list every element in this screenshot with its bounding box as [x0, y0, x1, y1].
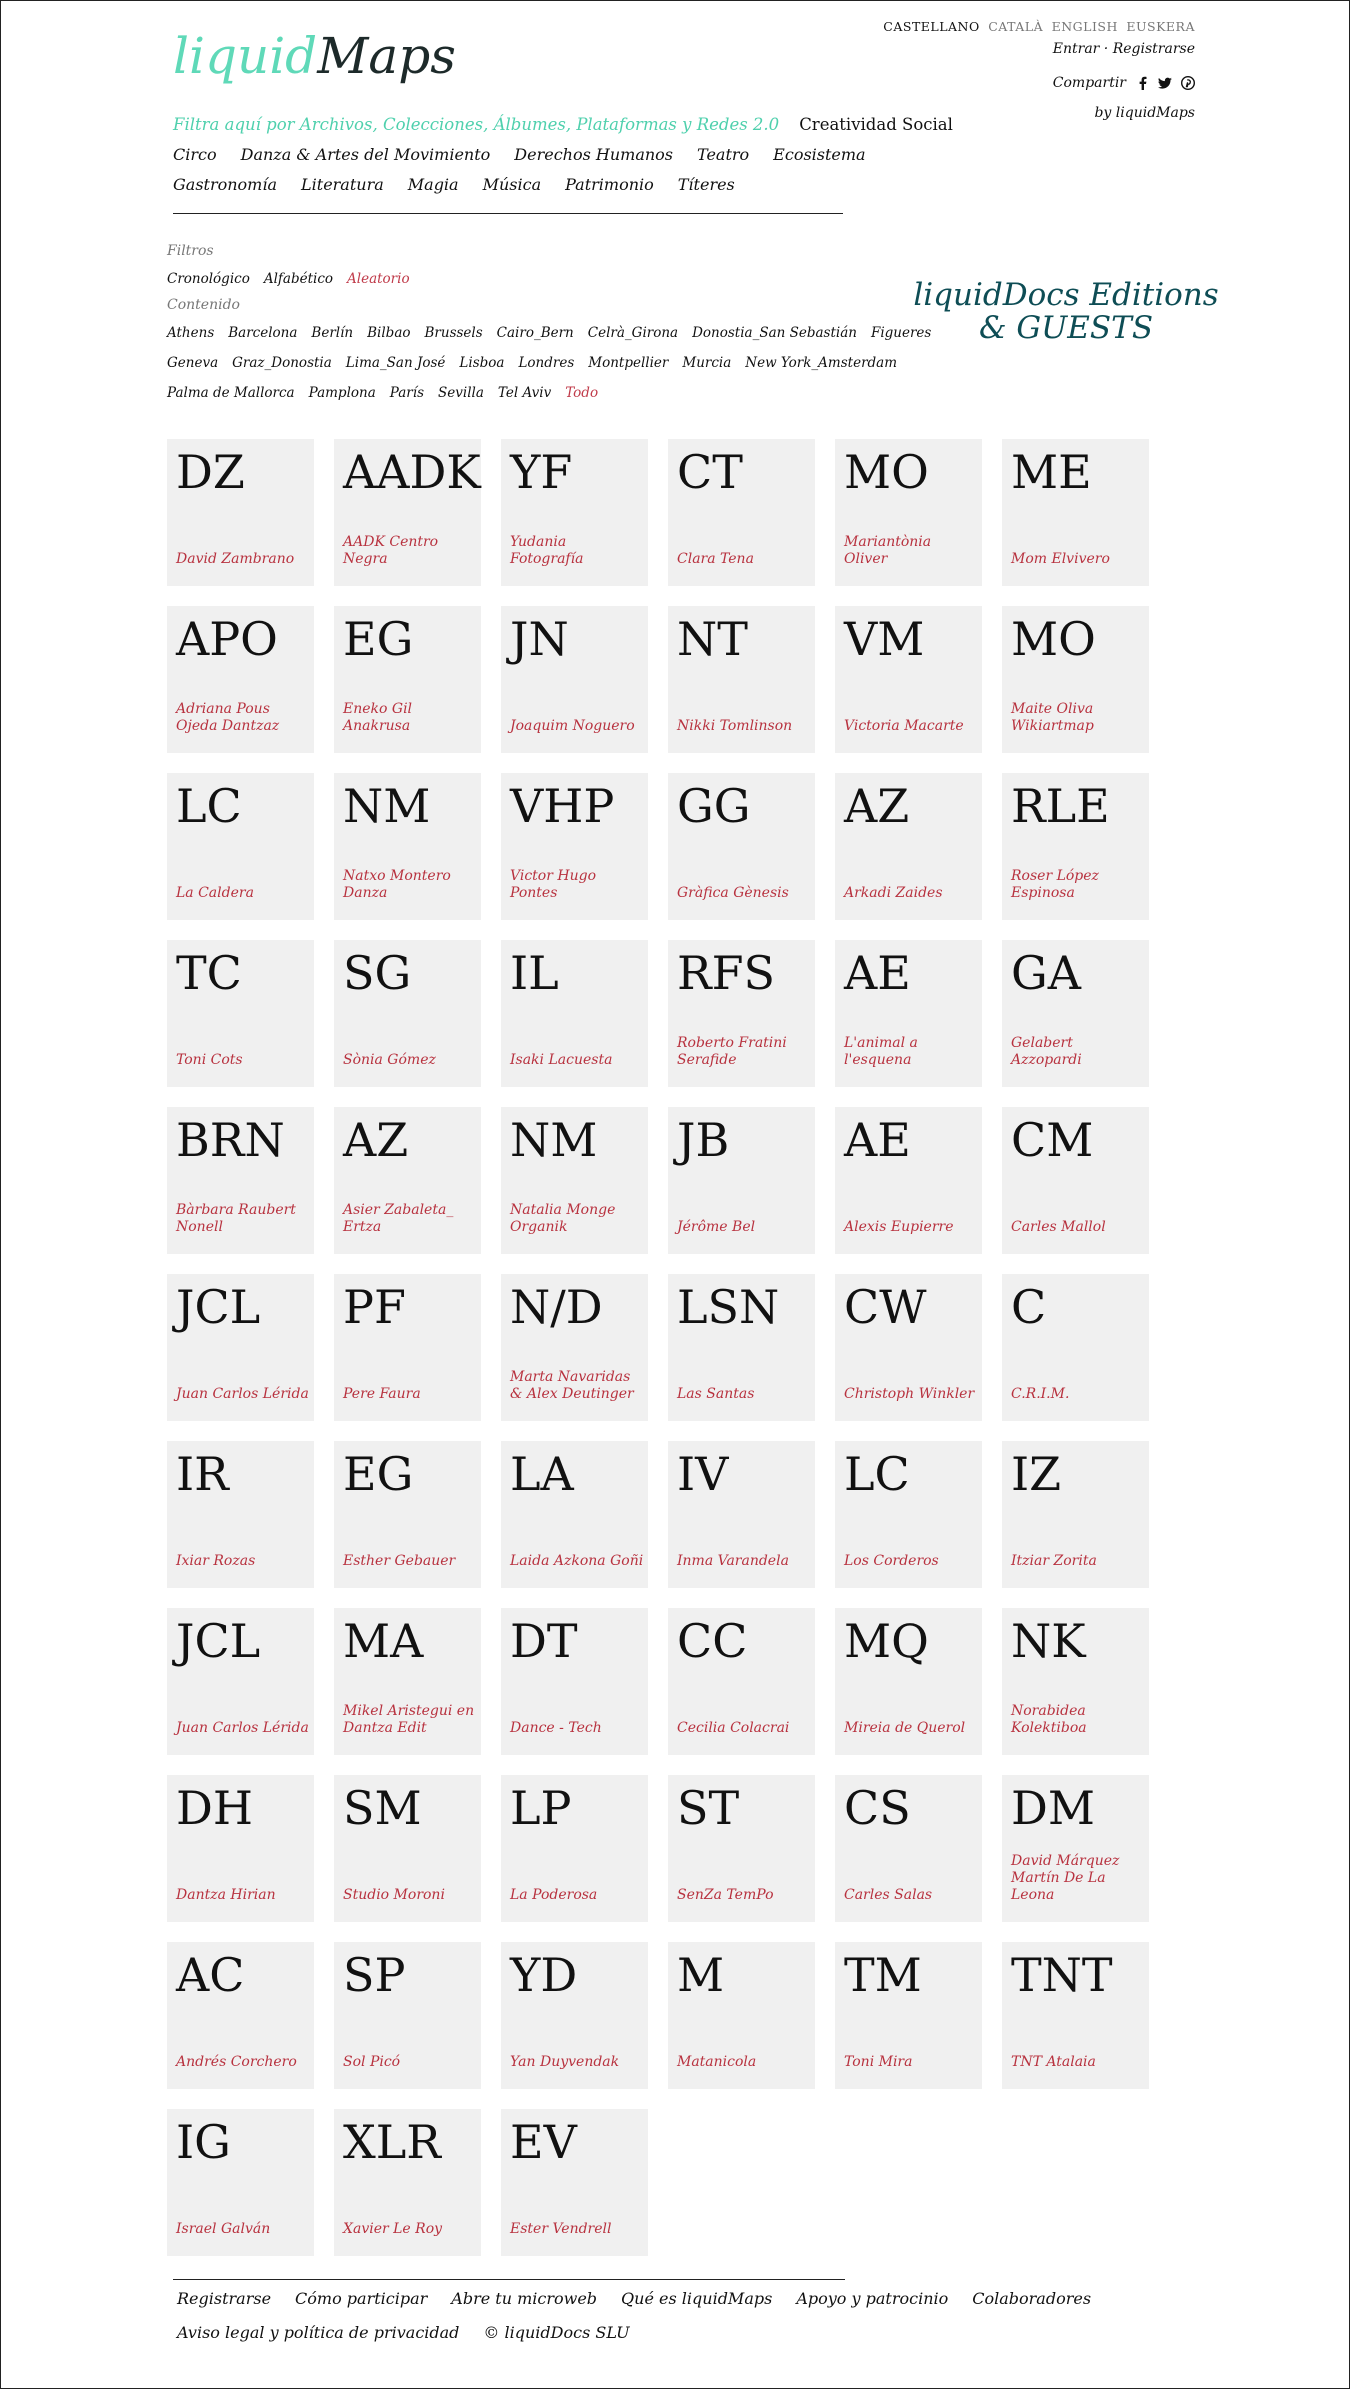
card-name[interactable]: Ixiar Rozas — [176, 1553, 256, 1569]
city-filter[interactable]: Pamplona — [308, 385, 376, 401]
city-filter[interactable]: Londres — [518, 355, 575, 371]
card-initials: JCL — [176, 1280, 261, 1334]
card-name[interactable]: Natalia Monge Organik — [510, 1202, 616, 1235]
city-filter[interactable]: Montpellier — [588, 355, 669, 371]
city-filter-row-3 — [167, 385, 612, 401]
card-name[interactable]: Victor Hugo Pontes — [510, 868, 596, 901]
card-name[interactable]: Sol Picó — [343, 2054, 401, 2070]
card-initials: MO — [844, 445, 929, 499]
card-initials: N/D — [510, 1280, 603, 1334]
footer-copyright: © liquidDocs SLU — [483, 2323, 630, 2342]
city-filter[interactable]: New York_Amsterdam — [745, 355, 898, 371]
card-name[interactable]: Mom Elvivero — [1011, 551, 1110, 567]
card-name[interactable]: Maite Oliva Wikiartmap — [1011, 701, 1094, 734]
card-initials: AC — [176, 1948, 245, 2002]
profile-card[interactable] — [668, 1942, 815, 2089]
nav-musica[interactable]: Música — [482, 175, 542, 194]
card-name[interactable]: Joaquim Noguero — [510, 718, 635, 734]
card-initials: LP — [510, 1781, 572, 1835]
card-name[interactable]: C.R.I.M. — [1011, 1386, 1070, 1402]
card-name[interactable]: David Márquez Martín De La Leona — [1011, 1853, 1120, 1903]
profile-card[interactable] — [835, 1441, 982, 1588]
card-initials: AE — [844, 946, 911, 1000]
card-name[interactable]: Dance - Tech — [510, 1720, 602, 1736]
card-name[interactable]: Toni Mira — [844, 2054, 913, 2070]
card-initials: VM — [844, 612, 925, 666]
card-name[interactable]: Laida Azkona Goñi — [510, 1553, 644, 1569]
card-initials: YF — [510, 445, 573, 499]
card-initials: EG — [343, 612, 414, 666]
card-name[interactable]: Xavier Le Roy — [343, 2221, 443, 2237]
profile-card[interactable] — [668, 439, 815, 586]
profile-card[interactable] — [1002, 1775, 1149, 1922]
profile-card[interactable] — [668, 1775, 815, 1922]
card-initials: TNT — [1011, 1948, 1113, 2002]
filters-label: Filtros — [167, 243, 214, 259]
profile-card[interactable] — [501, 439, 648, 586]
card-name[interactable]: Nikki Tomlinson — [677, 718, 793, 734]
card-initials: RLE — [1011, 779, 1110, 833]
card-name[interactable]: Andrés Corchero — [176, 2054, 297, 2070]
content-label: Contenido — [167, 297, 240, 313]
card-initials: RFS — [677, 946, 776, 1000]
card-initials: MQ — [844, 1614, 929, 1668]
card-name[interactable]: Mikel Aristegui en Dantza Edit — [343, 1703, 475, 1736]
card-name[interactable]: Adriana Pous Ojeda Dantzaz — [176, 701, 280, 734]
profile-card[interactable] — [668, 1608, 815, 1755]
profile-card[interactable] — [835, 1942, 982, 2089]
profile-card[interactable] — [835, 439, 982, 586]
profile-card[interactable] — [501, 606, 648, 753]
card-initials: IL — [510, 946, 559, 1000]
profile-card[interactable] — [167, 1775, 314, 1922]
sort-cronologico[interactable]: Cronológico — [167, 271, 250, 287]
card-name[interactable]: Las Santas — [677, 1386, 755, 1402]
card-initials: GG — [677, 779, 751, 833]
profile-card[interactable] — [1002, 1608, 1149, 1755]
city-filter[interactable]: Lima_San José — [345, 355, 446, 371]
nav-danza[interactable]: Danza & Artes del Movimiento — [240, 145, 491, 164]
card-name[interactable]: La Poderosa — [510, 1887, 598, 1903]
card-name[interactable]: La Caldera — [176, 885, 254, 901]
profile-grid — [167, 439, 1149, 2256]
brand-title — [901, 279, 1231, 345]
profile-card[interactable] — [167, 1441, 314, 1588]
card-initials: CT — [677, 445, 743, 499]
card-name[interactable]: Toni Cots — [176, 1052, 243, 1068]
card-name[interactable]: Alexis Eupierre — [844, 1219, 954, 1235]
sort-aleatorio[interactable]: Aleatorio — [347, 271, 410, 287]
lang-euskera[interactable]: EUSKERA — [1126, 19, 1195, 34]
card-name[interactable]: Mireia de Querol — [844, 1720, 966, 1736]
card-initials: PF — [343, 1280, 406, 1334]
sort-alfabetico[interactable]: Alfabético — [263, 271, 334, 287]
card-initials: AE — [844, 1113, 911, 1167]
footer-link-aviso-legal[interactable]: Aviso legal y política de privacidad — [177, 2323, 460, 2342]
category-filter-prompt — [173, 115, 953, 134]
footer-link-apoyo[interactable]: Apoyo y patrocinio — [796, 2289, 949, 2308]
profile-card[interactable] — [835, 1775, 982, 1922]
profile-card[interactable] — [668, 1441, 815, 1588]
card-name[interactable]: Natxo Montero Danza — [343, 868, 451, 901]
nav-titeres[interactable]: Títeres — [677, 175, 735, 194]
nav-magia[interactable]: Magia — [407, 175, 459, 194]
card-name[interactable]: Arkadi Zaides — [844, 885, 943, 901]
profile-card[interactable] — [167, 439, 314, 586]
language-switcher — [879, 19, 1195, 34]
city-filter[interactable]: Graz_Donostia — [232, 355, 332, 371]
profile-card[interactable] — [1002, 1274, 1149, 1421]
login-register-link[interactable]: Entrar · Registrarse — [1052, 41, 1195, 57]
card-name[interactable]: Los Corderos — [844, 1553, 939, 1569]
profile-card[interactable] — [1002, 773, 1149, 920]
footer-link-que-es[interactable]: Qué es liquidMaps — [621, 2289, 773, 2308]
card-name[interactable]: Roser López Espinosa — [1011, 868, 1099, 901]
nav-derechos-humanos[interactable]: Derechos Humanos — [514, 145, 674, 164]
brand-line-1: liquidDocs Editions — [913, 277, 1219, 313]
card-initials: VHP — [510, 779, 615, 833]
share-bar — [1053, 75, 1195, 91]
city-filter[interactable]: Palma de Mallorca — [167, 385, 295, 401]
profile-card[interactable] — [334, 773, 481, 920]
city-filter[interactable]: Cairo_Bern — [496, 325, 574, 341]
card-initials: EV — [510, 2115, 577, 2169]
card-name[interactable]: SenZa TemPo — [677, 1887, 774, 1903]
card-initials: SM — [343, 1781, 422, 1835]
city-filter[interactable]: Brussels — [424, 325, 483, 341]
card-initials: GA — [1011, 946, 1081, 1000]
category-nav-row-1 — [173, 145, 890, 164]
twitter-icon[interactable] — [1158, 76, 1172, 90]
city-filter[interactable]: Murcia — [682, 355, 732, 371]
card-name[interactable]: Juan Carlos Lérida — [176, 1386, 309, 1402]
card-name[interactable]: Esther Gebauer — [343, 1553, 456, 1569]
footer-links-row-2 — [177, 2323, 654, 2342]
card-initials: XLR — [343, 2115, 441, 2169]
filter-prompt-text[interactable]: Filtra aquí por Archivos, Colecciones, Álbumes, Plataformas y Redes 2.0 — [173, 115, 780, 134]
profile-card[interactable] — [1002, 1942, 1149, 2089]
card-name[interactable]: Cecilia Colacrai — [677, 1720, 790, 1736]
brand-line-2: & GUESTS — [978, 310, 1154, 346]
card-initials: BRN — [176, 1113, 285, 1167]
card-initials: AZ — [844, 779, 910, 833]
profile-card[interactable] — [501, 1107, 648, 1254]
profile-card[interactable] — [668, 1107, 815, 1254]
city-filter[interactable]: París — [389, 385, 425, 401]
card-initials: LC — [176, 779, 242, 833]
category-nav-row-2 — [173, 175, 759, 194]
city-filter[interactable]: Geneva — [167, 355, 219, 371]
profile-card[interactable] — [167, 940, 314, 1087]
card-initials: APO — [176, 612, 278, 666]
card-initials: JB — [677, 1113, 730, 1167]
card-initials: YD — [510, 1948, 578, 2002]
city-filter[interactable]: Celrà_Girona — [587, 325, 679, 341]
profile-card[interactable] — [1002, 940, 1149, 1087]
card-name[interactable]: Gelabert Azzopardi — [1011, 1035, 1082, 1068]
card-name[interactable]: Marta Navaridas & Alex Deutinger — [510, 1369, 634, 1402]
profile-card[interactable] — [668, 606, 815, 753]
profile-card[interactable] — [835, 1274, 982, 1421]
card-initials: IV — [677, 1447, 729, 1501]
profile-card[interactable] — [334, 1441, 481, 1588]
profile-card[interactable] — [334, 1942, 481, 2089]
card-initials: CW — [844, 1280, 927, 1334]
profile-card[interactable] — [1002, 606, 1149, 753]
profile-card[interactable] — [334, 2109, 481, 2256]
card-name[interactable]: Ester Vendrell — [510, 2221, 612, 2237]
card-name[interactable]: Eneko Gil Anakrusa — [343, 701, 413, 734]
card-initials: MA — [343, 1614, 424, 1668]
card-initials: DT — [510, 1614, 578, 1668]
lang-castellano[interactable]: CASTELLANO — [883, 19, 980, 34]
profile-card[interactable] — [668, 773, 815, 920]
footer-link-colaboradores[interactable]: Colaboradores — [972, 2289, 1092, 2308]
city-filter[interactable]: Berlín — [311, 325, 354, 341]
card-name[interactable]: Mariantònia Oliver — [844, 534, 932, 567]
profile-card[interactable] — [167, 1608, 314, 1755]
card-initials: SP — [343, 1948, 406, 2002]
card-name[interactable]: David Zambrano — [176, 551, 295, 567]
profile-card[interactable] — [501, 1942, 648, 2089]
card-name[interactable]: Dantza Hirian — [176, 1887, 276, 1903]
header-divider — [173, 213, 843, 214]
profile-card[interactable] — [334, 1274, 481, 1421]
byline[interactable]: by liquidMaps — [1094, 105, 1195, 121]
card-name[interactable]: Carles Mallol — [1011, 1219, 1106, 1235]
card-name[interactable]: Carles Salas — [844, 1887, 933, 1903]
sort-options — [167, 271, 424, 287]
footer-divider — [173, 2279, 845, 2280]
footer-link-microweb[interactable]: Abre tu microweb — [451, 2289, 598, 2308]
card-initials: JCL — [176, 1614, 261, 1668]
card-name[interactable]: Israel Galván — [176, 2221, 271, 2237]
card-name[interactable]: Studio Moroni — [343, 1887, 445, 1903]
card-name[interactable]: Pere Faura — [343, 1386, 421, 1402]
site-logo[interactable]: liquidMaps — [173, 27, 456, 85]
profile-card[interactable] — [668, 940, 815, 1087]
card-initials: M — [677, 1948, 725, 2002]
profile-card[interactable] — [501, 1441, 648, 1588]
profile-card[interactable] — [167, 1942, 314, 2089]
card-initials: IG — [176, 2115, 231, 2169]
nav-literatura[interactable]: Literatura — [301, 175, 384, 194]
card-initials: IZ — [1011, 1447, 1062, 1501]
profile-card[interactable] — [1002, 1441, 1149, 1588]
city-filter[interactable]: Sevilla — [438, 385, 484, 401]
card-initials: NM — [343, 779, 431, 833]
card-name[interactable]: TNT Atalaia — [1011, 2054, 1096, 2070]
card-name[interactable]: Yan Duyvendak — [510, 2054, 620, 2070]
city-filter[interactable]: Tel Aviv — [497, 385, 552, 401]
card-initials: DZ — [176, 445, 245, 499]
profile-card[interactable] — [501, 1775, 648, 1922]
city-filter[interactable]: Barcelona — [228, 325, 298, 341]
card-initials: MO — [1011, 612, 1096, 666]
card-initials: C — [1011, 1280, 1047, 1334]
profile-card[interactable] — [334, 940, 481, 1087]
profile-card[interactable] — [501, 1608, 648, 1755]
footer-links-row-1 — [177, 2289, 1115, 2308]
card-name[interactable]: Asier Zabaleta_ Ertza — [343, 1202, 454, 1235]
card-initials: EG — [343, 1447, 414, 1501]
profile-card[interactable] — [334, 1608, 481, 1755]
profile-card[interactable] — [835, 606, 982, 753]
profile-card[interactable] — [1002, 1107, 1149, 1254]
nav-gastronomia[interactable]: Gastronomía — [173, 175, 278, 194]
card-initials: CC — [677, 1614, 748, 1668]
profile-card[interactable] — [835, 940, 982, 1087]
card-initials: LSN — [677, 1280, 780, 1334]
profile-card[interactable] — [167, 773, 314, 920]
profile-card[interactable] — [501, 773, 648, 920]
card-name[interactable]: Norabidea Kolektiboa — [1011, 1703, 1087, 1736]
pinterest-icon[interactable] — [1181, 76, 1195, 90]
nav-patrimonio[interactable]: Patrimonio — [565, 175, 654, 194]
profile-card[interactable] — [835, 773, 982, 920]
city-filter[interactable]: Lisboa — [459, 355, 505, 371]
nav-ecosistema[interactable]: Ecosistema — [773, 145, 866, 164]
card-name[interactable]: Bàrbara Raubert Nonell — [176, 1202, 296, 1235]
card-name[interactable]: Clara Tena — [677, 551, 754, 567]
profile-card[interactable] — [167, 606, 314, 753]
card-name[interactable]: Juan Carlos Lérida — [176, 1720, 309, 1736]
profile-card[interactable] — [334, 1107, 481, 1254]
footer-link-como-participar[interactable]: Cómo participar — [295, 2289, 428, 2308]
profile-card[interactable] — [501, 2109, 648, 2256]
card-name[interactable]: Roberto Fratini Serafide — [677, 1035, 787, 1068]
card-initials: IR — [176, 1447, 229, 1501]
card-initials: CS — [844, 1781, 911, 1835]
card-initials: TC — [176, 946, 242, 1000]
card-name[interactable]: Gràfica Gènesis — [677, 885, 789, 901]
facebook-icon[interactable] — [1135, 76, 1149, 90]
card-initials: JN — [510, 612, 569, 666]
profile-card[interactable] — [835, 1608, 982, 1755]
nav-creatividad-social[interactable]: Creatividad Social — [799, 115, 953, 134]
card-name[interactable]: Inma Varandela — [677, 1553, 789, 1569]
card-initials: CM — [1011, 1113, 1094, 1167]
card-initials: NM — [510, 1113, 598, 1167]
card-name[interactable]: Isaki Lacuesta — [510, 1052, 613, 1068]
profile-card[interactable] — [1002, 439, 1149, 586]
nav-circo[interactable]: Circo — [173, 145, 217, 164]
footer-link-registrarse[interactable]: Registrarse — [177, 2289, 272, 2308]
card-initials: DM — [1011, 1781, 1095, 1835]
card-initials: AZ — [343, 1113, 409, 1167]
profile-card[interactable] — [835, 1107, 982, 1254]
profile-card[interactable] — [668, 1274, 815, 1421]
card-initials: LC — [844, 1447, 910, 1501]
card-name[interactable]: Christoph Winkler — [844, 1386, 975, 1402]
profile-card[interactable] — [334, 606, 481, 753]
card-initials: ST — [677, 1781, 740, 1835]
card-initials: NK — [1011, 1614, 1086, 1668]
card-initials: SG — [343, 946, 412, 1000]
city-filter-todo[interactable]: Todo — [565, 385, 599, 401]
city-filter[interactable]: Athens — [167, 325, 215, 341]
lang-english[interactable]: ENGLISH — [1051, 19, 1118, 34]
card-name[interactable]: Jérôme Bel — [677, 1219, 756, 1235]
card-name[interactable]: AADK Centro Negra — [343, 534, 439, 567]
lang-catala[interactable]: CATALÀ — [988, 19, 1044, 34]
card-name[interactable]: Itziar Zorita — [1011, 1553, 1097, 1569]
card-name[interactable]: Yudania Fotografía — [510, 534, 584, 567]
card-initials: DH — [176, 1781, 253, 1835]
share-label: Compartir — [1052, 75, 1126, 91]
card-initials: TM — [844, 1948, 922, 2002]
card-initials: ME — [1011, 445, 1092, 499]
profile-card[interactable] — [334, 1775, 481, 1922]
city-filter-row-1 — [167, 325, 945, 341]
card-name[interactable]: Victoria Macarte — [844, 718, 964, 734]
profile-card[interactable] — [501, 1274, 648, 1421]
city-filter-row-2 — [167, 355, 911, 371]
card-name[interactable]: Sònia Gómez — [343, 1052, 436, 1068]
nav-teatro[interactable]: Teatro — [697, 145, 750, 164]
card-initials: AADK — [343, 445, 481, 499]
profile-card[interactable] — [334, 439, 481, 586]
city-filter[interactable]: Bilbao — [367, 325, 411, 341]
city-filter[interactable]: Donostia_San Sebastián — [692, 325, 857, 341]
card-name[interactable]: L'animal a l'esquena — [844, 1035, 918, 1068]
profile-card[interactable] — [167, 2109, 314, 2256]
card-name[interactable]: Matanicola — [677, 2054, 757, 2070]
card-initials: LA — [510, 1447, 574, 1501]
city-filter[interactable]: Figueres — [870, 325, 932, 341]
profile-card[interactable] — [167, 1274, 314, 1421]
card-initials: NT — [677, 612, 748, 666]
profile-card[interactable] — [167, 1107, 314, 1254]
profile-card[interactable] — [501, 940, 648, 1087]
